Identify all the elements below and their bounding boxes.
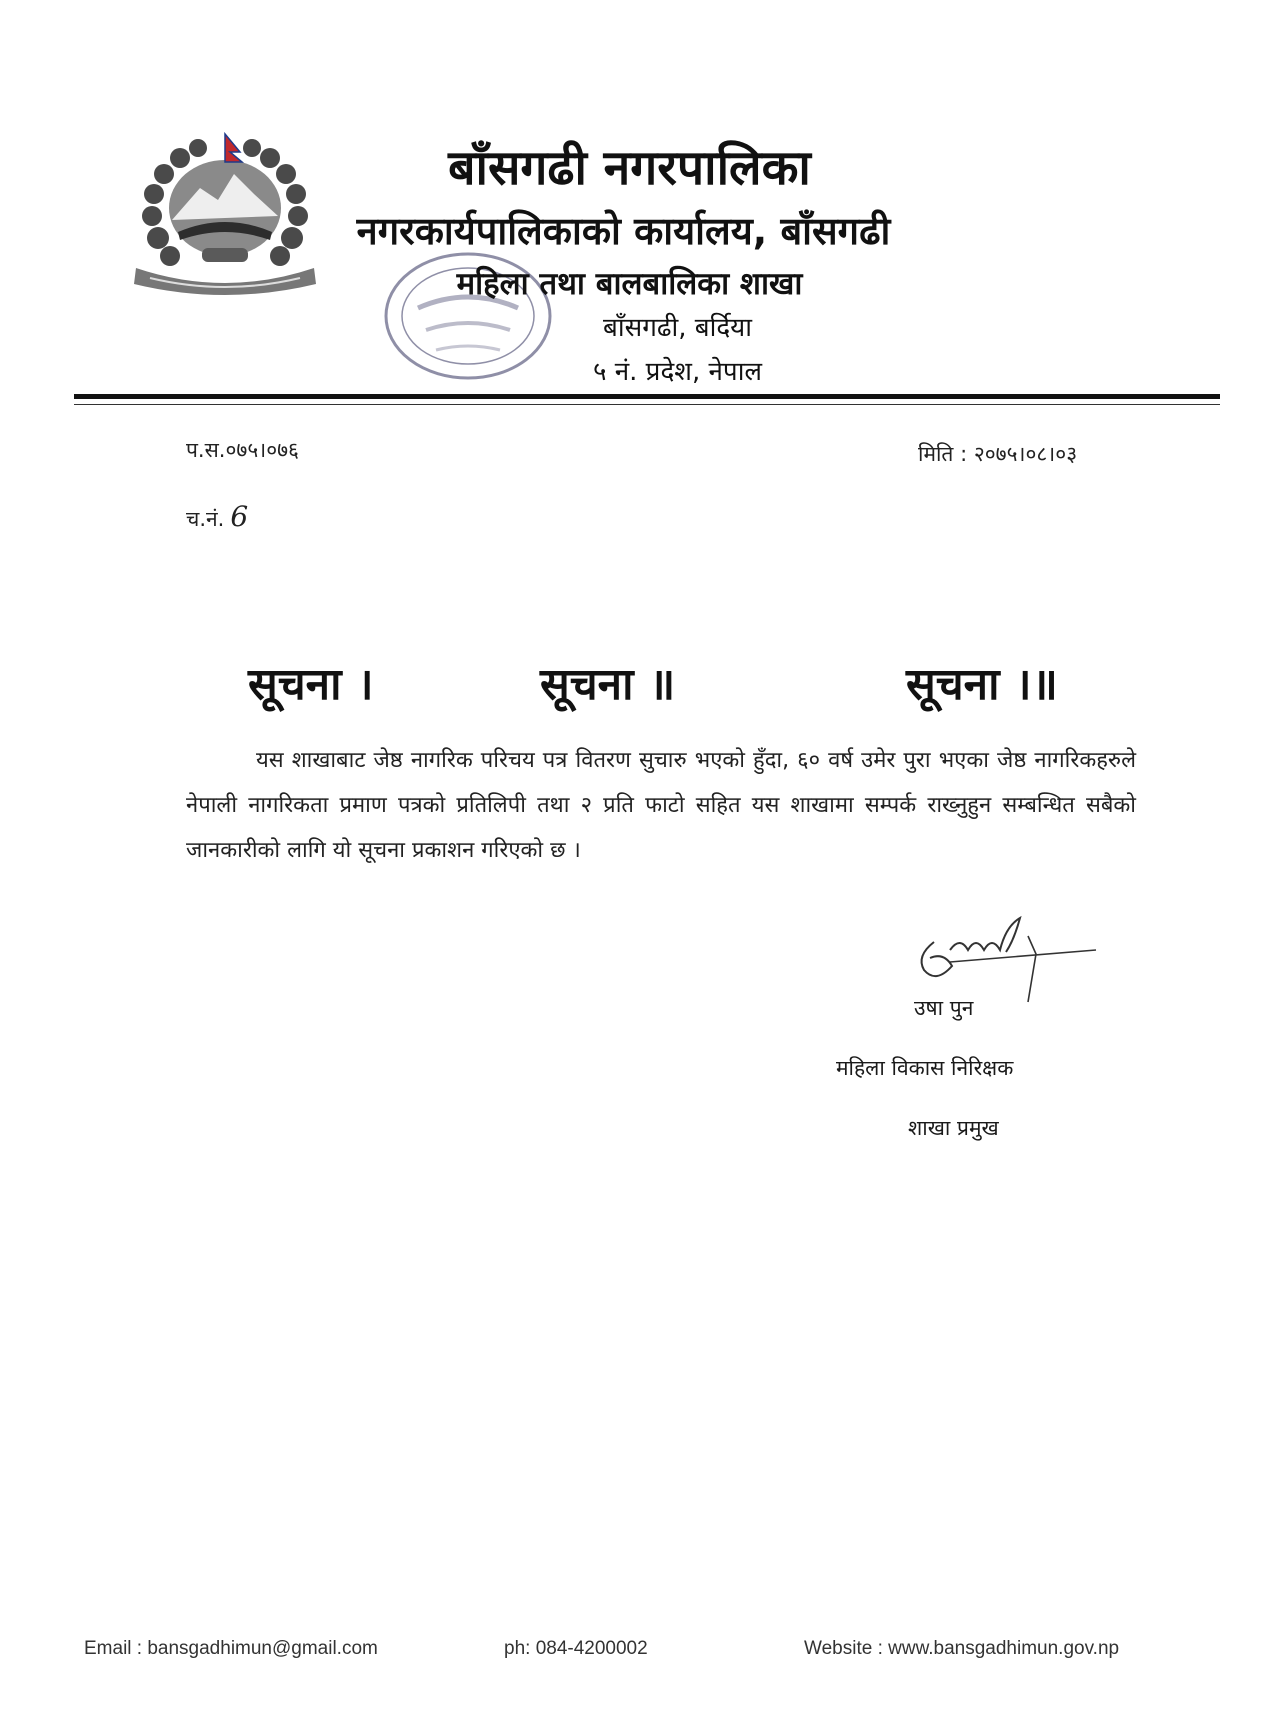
header-divider-thin <box>74 404 1220 405</box>
header-divider-thick <box>74 394 1220 399</box>
reference-number: प.स.०७५।०७६ <box>186 438 299 462</box>
signatory-name: उषा पुन <box>914 996 974 1020</box>
signatory-title: महिला विकास निरिक्षक <box>836 1056 1014 1080</box>
signatory-role: शाखा प्रमुख <box>908 1116 999 1140</box>
municipality-title: बाँसगढी नगरपालिका <box>448 140 811 196</box>
dispatch-value: 6 <box>230 500 249 533</box>
footer-website: Website : www.bansgadhimun.gov.np <box>804 1638 1120 1659</box>
footer-email: Email : bansgadhimun@gmail.com <box>84 1638 378 1659</box>
address-line-1: बाँसगढी, बर्दिया <box>603 313 752 343</box>
notice-body: यस शाखाबाट जेष्ठ नागरिक परिचय पत्र वितरण सुचारु भएको हुँदा, ६० वर्ष उमेर पुरा भएका जेष्ठ नागरिकहरुले नेपाली नागरिकता प्रमाण पत्रको प्रतिलिपी तथा २ प्रति फाटो सहित यस शाखामा सम्पर्क राख्नुहुन सम्बन्धित सबैको जानकारीको लागि यो सूचना प्रकाशन गरिएको छ । <box>186 748 1136 863</box>
notice-heading-3: सूचना ।॥ <box>906 659 1058 710</box>
dispatch-number <box>186 500 248 533</box>
office-title: नगरकार्यपालिकाको कार्यालय, बाँसगढी <box>356 209 891 253</box>
notice-heading-1: सूचना । <box>248 659 374 710</box>
section-title: महिला तथा बालबालिका शाखा <box>456 266 803 302</box>
dispatch-label: च.नं. <box>186 507 225 531</box>
footer-phone: ph: 084-4200002 <box>504 1638 648 1659</box>
notice-heading-2: सूचना ॥ <box>540 659 676 710</box>
address-line-2: ५ नं. प्रदेश, नेपाल <box>592 357 763 387</box>
letter-date: मिति : २०७५।०८।०३ <box>918 442 1078 466</box>
